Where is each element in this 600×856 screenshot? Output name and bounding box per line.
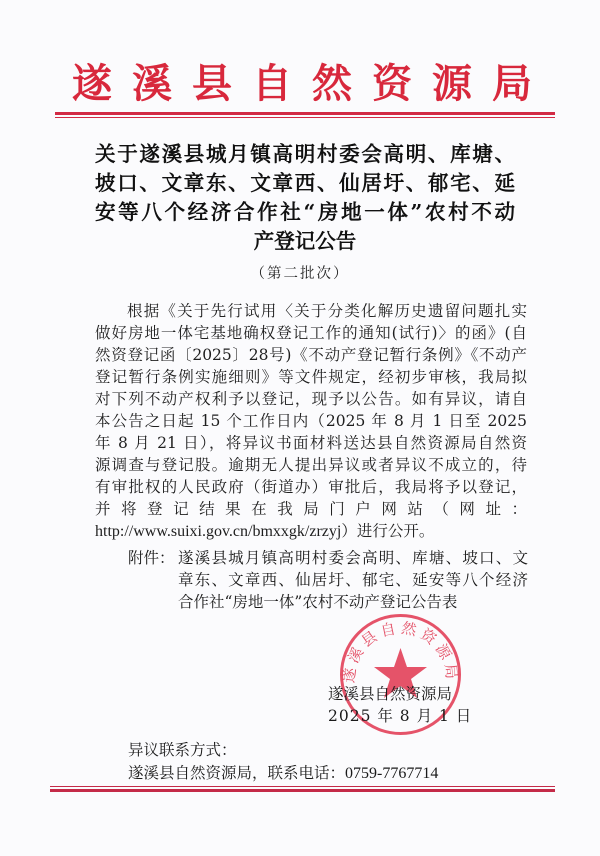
url-suffix: ）进行公开。 [341, 522, 435, 540]
sign-date: 2025 年 8 月 1 日 [328, 707, 473, 725]
letterhead-char: 局 [492, 60, 532, 107]
attachment-label: 附件： [128, 549, 175, 567]
document-title [95, 140, 515, 256]
body-line: 并将登记结果在我局门户网站（网址： [95, 500, 527, 518]
letterhead-char: 遂 [72, 60, 112, 107]
body-line: 登记暂行条例实施细则》等文件规定，经初步审核，我局拟 [95, 368, 527, 386]
letterhead-char: 县 [192, 60, 232, 107]
body-line: 有审批权的人民政府（街道办）审批后，我局将予以登记， [95, 478, 527, 496]
attachment-line: 章东、文章西、仙居圩、郁宅、延安等八个经济 [178, 571, 528, 589]
body-paragraph [95, 300, 527, 543]
contact-org: 遂溪县自然资源局，联系电话： [128, 764, 346, 782]
title-line: 安等八个经济合作社“房地一体”农村不动 [95, 200, 515, 224]
contact-label: 异议联系方式： [128, 741, 237, 759]
letterhead-org-name [72, 52, 532, 109]
letterhead-char: 资 [372, 60, 412, 107]
body-line: 然资登记函〔2025〕28号)《不动产登记暂行条例》《不动产 [95, 346, 527, 364]
portal-url-link[interactable]: http://www.suixi.gov.cn/bmxxgk/zrzyj [95, 523, 342, 540]
footer-divider-thin [50, 786, 555, 787]
letterhead-char: 然 [312, 60, 352, 107]
contact-block [128, 739, 438, 785]
batch-subtitle: （第二批次） [250, 266, 350, 282]
body-line: 本公告之日起 15 个工作日内（2025 年 8 月 1 日至 2025 [95, 412, 527, 430]
attachment-line: 合作社“房地一体”农村不动产登记公告表 [178, 593, 458, 611]
contact-line [128, 762, 438, 785]
signer-org: 遂溪县自然资源局 [328, 685, 453, 703]
letterhead-char: 溪 [132, 60, 172, 107]
attachment-text [178, 547, 528, 613]
title-line: 关于遂溪县城月镇高明村委会高明、库塘、 [95, 142, 515, 166]
letterhead-char: 自 [252, 60, 292, 107]
attachment-line: 遂溪县城月镇高明村委会高明、库塘、坡口、文 [178, 549, 528, 567]
body-line: 年 8 月 21 日），将异议书面材料送达县自然资源局自然资 [95, 434, 527, 452]
body-line-url [95, 520, 527, 543]
svg-text:遂溪县自然资源局: 遂溪县自然资源局 [339, 618, 462, 684]
body-line: 源调查与登记股。逾期无人提出异议或者异议不成立的，待 [95, 456, 527, 474]
body-line: 对下列不动产权利予以登记，现予以公告。如有异议，请自 [95, 390, 527, 408]
letterhead-char: 源 [432, 60, 472, 107]
body-line: 做好房地一体宅基地确权登记工作的通知(试行)〉的函》(自 [95, 324, 527, 342]
contact-phone: 0759-7767714 [345, 765, 439, 782]
title-line: 产登记公告 [253, 229, 357, 253]
title-line: 坡口、文章东、文章西、仙居圩、郁宅、延 [95, 171, 515, 195]
footer-divider-thick [50, 789, 555, 792]
letterhead-divider-thick [55, 112, 555, 115]
body-line: 根据《关于先行试用〈关于分类化解历史遗留问题扎实 [127, 302, 527, 320]
letterhead-divider-thin [55, 117, 555, 118]
